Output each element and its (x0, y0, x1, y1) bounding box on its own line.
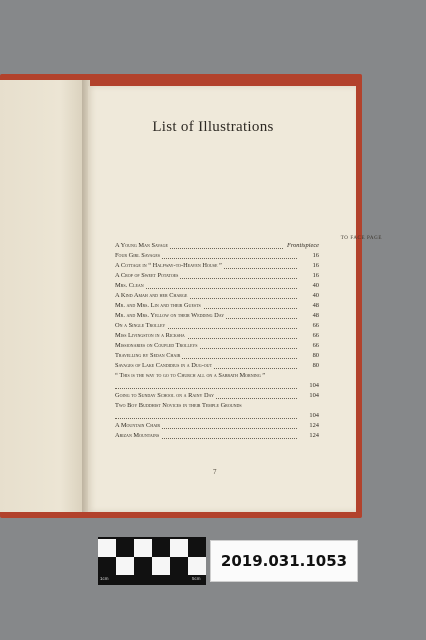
illustration-caption: Mr. and Mrs. Yellow on their Wedding Day (115, 312, 225, 319)
illustration-caption: Two Boy Buddhist Novices in their Temple Grounds (115, 402, 242, 409)
illustration-page: 66 (310, 341, 319, 351)
page-number: 7 (213, 468, 217, 476)
illustration-row (115, 351, 319, 361)
illustration-page: 80 (310, 351, 319, 361)
illustration-caption: A Cottage in “ Halfway-to-Heaven House ” (115, 262, 222, 269)
illustration-page: 104 (306, 391, 319, 401)
illustration-row (115, 261, 319, 271)
illustration-page: Frontispiece (284, 241, 319, 251)
illustration-page: 16 (310, 261, 319, 271)
illustration-page: 124 (306, 421, 319, 431)
illustration-page: 66 (310, 331, 319, 341)
illustration-page: 16 (310, 251, 319, 261)
illustration-row (115, 281, 319, 291)
column-header: TO FACE PAGE (340, 236, 382, 241)
illustration-row (115, 341, 319, 351)
illustration-caption: “ This is the way to go to Church all on a Sabbath Morning ” (115, 372, 266, 379)
illustration-row (115, 431, 319, 441)
illustration-page: 80 (310, 361, 319, 371)
illustration-page: 48 (310, 311, 319, 321)
illustration-caption: A Mountain Chair (115, 422, 161, 429)
illustration-row (115, 301, 319, 311)
illustration-row (115, 251, 319, 261)
illustration-caption: A Young Man Savage (115, 242, 168, 249)
illustration-row (115, 311, 319, 321)
illustration-page: 104 (306, 411, 319, 421)
illustration-row (115, 361, 319, 371)
illustration-row (115, 271, 319, 281)
illustration-row (115, 421, 319, 431)
illustration-caption: Missionaries on Coupled Trolleys (115, 342, 198, 349)
leader-dots (115, 388, 297, 389)
illustration-caption: On a Single Trolley (115, 322, 166, 329)
scale-left-label: 1cm (100, 576, 109, 581)
illustration-page: 124 (306, 431, 319, 441)
illustration-caption: Savages of Lake Candidius in a Dug-out (115, 362, 213, 369)
illustration-row (115, 371, 319, 391)
illustration-row (115, 391, 319, 401)
illustration-caption: Arizan Mountains (115, 432, 160, 439)
illustration-page: 40 (310, 281, 319, 291)
illustration-row (115, 401, 319, 421)
illustration-caption: Four Girl Savages (115, 252, 160, 259)
illustration-page: 66 (310, 321, 319, 331)
illustration-caption: Travelling by Sedan Chair (115, 352, 181, 359)
illustration-caption: Going to Sunday School on a Rainy Day (115, 392, 214, 399)
illustration-caption: Mr. and Mrs. Lin and their Guests (115, 302, 201, 309)
color-scale-bar (98, 537, 206, 585)
illustration-caption: A Kind Amah and her Charge (115, 292, 188, 299)
illustration-row (115, 291, 319, 301)
illustration-caption: A Crop of Sweet Potatoes (115, 272, 179, 279)
left-page (0, 80, 86, 512)
illustration-list (115, 241, 319, 441)
illustration-row (115, 241, 319, 251)
illustration-row (115, 321, 319, 331)
scale-right-label: 5cm (192, 576, 201, 581)
page-title: List of Illustrations (152, 119, 274, 135)
illustration-row (115, 331, 319, 341)
illustration-caption: Mrs. Clean (115, 282, 144, 289)
leader-dots (115, 418, 297, 419)
illustration-page: 16 (310, 271, 319, 281)
illustration-page: 48 (310, 301, 319, 311)
illustration-page: 40 (310, 291, 319, 301)
illustration-page: 104 (306, 381, 319, 391)
accession-number: 2019.031.1053 (210, 540, 358, 582)
illustration-caption: Miss Livingston in a Ricksha (115, 332, 185, 339)
